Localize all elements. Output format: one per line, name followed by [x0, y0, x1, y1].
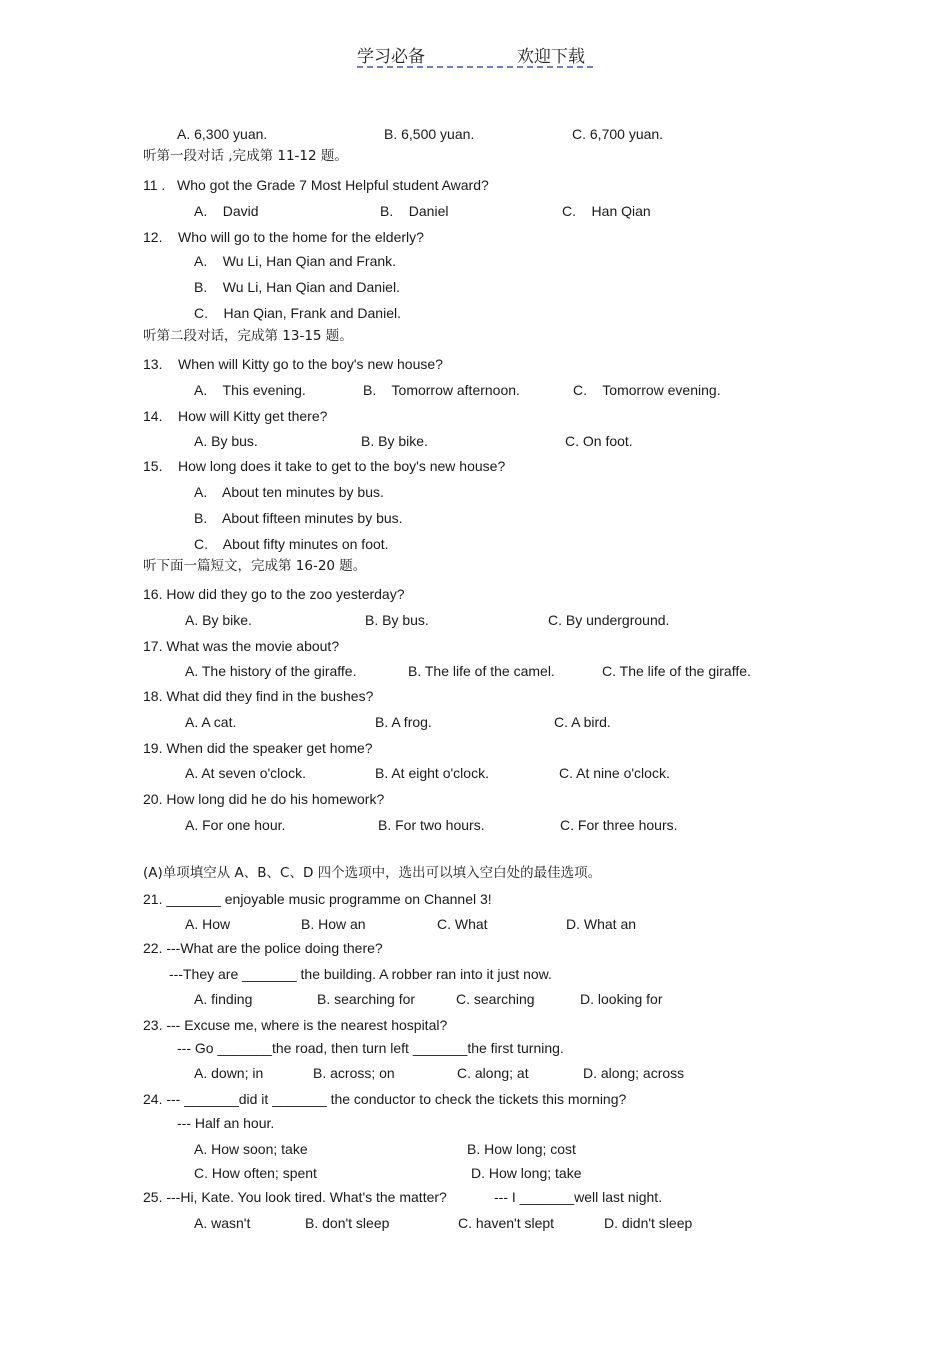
- q17-stem: 17. What was the movie about?: [143, 638, 340, 654]
- q19-stem: 19. When did the speaker get home?: [143, 740, 373, 756]
- q19-option-c: C. At nine o'clock.: [559, 765, 670, 781]
- q22-response: ---They are _______ the building. A robber ran into it just now.: [169, 966, 552, 982]
- q17-option-c: C. The life of the giraffe.: [602, 663, 751, 679]
- q21-option-d: D. What an: [566, 916, 637, 932]
- q13-option-a: A. This evening.: [194, 382, 306, 398]
- q14-option-b: B. By bike.: [361, 433, 428, 449]
- q11-option-a: A. David: [194, 203, 259, 219]
- section-heading-1: 听第一段对话 ,完成第 11-12 题。: [143, 148, 348, 164]
- q11-option-b: B. Daniel: [380, 203, 449, 219]
- q13-option-c: C. Tomorrow evening.: [573, 382, 721, 398]
- q24-response: --- Half an hour.: [177, 1115, 275, 1131]
- q18-option-c: C. A bird.: [554, 714, 611, 730]
- q17-option-b: B. The life of the camel.: [408, 663, 555, 679]
- q25-reply: --- I _______well last night.: [494, 1189, 663, 1205]
- q14-stem: 14. How will Kitty get there?: [143, 408, 328, 424]
- header-right: 欢迎下载: [517, 47, 585, 67]
- page-header: [357, 40, 593, 68]
- q15-stem: 15. How long does it take to get to the boy's new house?: [143, 458, 506, 474]
- q11-stem: 11 . Who got the Grade 7 Most Helpful student Award?: [143, 177, 489, 193]
- q16-option-a: A. By bike.: [185, 612, 252, 628]
- q20-option-b: B. For two hours.: [378, 817, 485, 833]
- q15-option-a: A. About ten minutes by bus.: [194, 484, 384, 500]
- section-heading-4: (A)单项填空从 A、B、C、D 四个选项中，选出可以填入空白处的最佳选项。: [143, 865, 602, 881]
- q25-stem: 25. ---Hi, Kate. You look tired. What's the matter?: [143, 1189, 447, 1205]
- q25-option-a: A. wasn't: [194, 1215, 251, 1231]
- q18-option-a: A. A cat.: [185, 714, 237, 730]
- q18-stem: 18. What did they find in the bushes?: [143, 688, 374, 704]
- q12-option-c: C. Han Qian, Frank and Daniel.: [194, 305, 401, 321]
- q11-option-c: C. Han Qian: [562, 203, 651, 219]
- q22-option-b: B. searching for: [317, 991, 416, 1007]
- q20-stem: 20. How long did he do his homework?: [143, 791, 385, 807]
- q24-option-d: D. How long; take: [471, 1165, 582, 1181]
- q21-option-a: A. How: [185, 916, 231, 932]
- q22-stem: 22. ---What are the police doing there?: [143, 940, 383, 956]
- q12-option-a: A. Wu Li, Han Qian and Frank.: [194, 253, 397, 269]
- q19-option-b: B. At eight o'clock.: [375, 765, 489, 781]
- q22-option-a: A. finding: [194, 991, 253, 1007]
- q22-option-d: D. looking for: [580, 991, 663, 1007]
- q22-option-c: C. searching: [456, 991, 535, 1007]
- q21-stem: 21. _______ enjoyable music programme on Channel 3!: [143, 891, 492, 907]
- q23-option-a: A. down; in: [194, 1065, 264, 1081]
- q23-option-d: D. along; across: [583, 1065, 685, 1081]
- q24-option-b: B. How long; cost: [467, 1141, 576, 1157]
- q14-option-c: C. On foot.: [565, 433, 633, 449]
- q14-option-a: A. By bus.: [194, 433, 258, 449]
- q20-option-a: A. For one hour.: [185, 817, 286, 833]
- q17-option-a: A. The history of the giraffe.: [185, 663, 357, 679]
- q16-option-c: C. By underground.: [548, 612, 670, 628]
- q21-option-b: B. How an: [301, 916, 366, 932]
- header-left: 学习必备: [357, 47, 425, 67]
- q25-option-c: C. haven't slept: [458, 1215, 555, 1231]
- q23-response: --- Go _______the road, then turn left _______the first turning.: [177, 1040, 564, 1056]
- q19-option-a: A. At seven o'clock.: [185, 765, 306, 781]
- q10-option-b: B. 6,500 yuan.: [384, 126, 475, 142]
- q16-option-b: B. By bus.: [365, 612, 429, 628]
- q10-option-c: C. 6,700 yuan.: [572, 126, 664, 142]
- q21-option-c: C. What: [437, 916, 488, 932]
- q16-stem: 16. How did they go to the zoo yesterday?: [143, 586, 405, 602]
- q24-stem: 24. --- _______did it _______ the conductor to check the tickets this morning?: [143, 1091, 627, 1107]
- q20-option-c: C. For three hours.: [560, 817, 678, 833]
- q23-option-c: C. along; at: [457, 1065, 529, 1081]
- q25-option-b: B. don't sleep: [305, 1215, 390, 1231]
- q13-option-b: B. Tomorrow afternoon.: [363, 382, 520, 398]
- q10-option-a: A. 6,300 yuan.: [177, 126, 268, 142]
- q15-option-b: B. About fifteen minutes by bus.: [194, 510, 403, 526]
- q12-stem: 12. Who will go to the home for the elderly?: [143, 229, 424, 245]
- q15-option-c: C. About fifty minutes on foot.: [194, 536, 389, 552]
- q25-option-d: D. didn't sleep: [604, 1215, 693, 1231]
- q23-stem: 23. --- Excuse me, where is the nearest hospital?: [143, 1017, 448, 1033]
- q12-option-b: B. Wu Li, Han Qian and Daniel.: [194, 279, 400, 295]
- q24-option-c: C. How often; spent: [194, 1165, 317, 1181]
- q24-option-a: A. How soon; take: [194, 1141, 308, 1157]
- q23-option-b: B. across; on: [313, 1065, 395, 1081]
- q13-stem: 13. When will Kitty go to the boy's new house?: [143, 356, 443, 372]
- section-heading-2: 听第二段对话，完成第 13-15 题。: [143, 328, 353, 344]
- section-heading-3: 听下面一篇短文，完成第 16-20 题。: [143, 558, 367, 574]
- q18-option-b: B. A frog.: [375, 714, 432, 730]
